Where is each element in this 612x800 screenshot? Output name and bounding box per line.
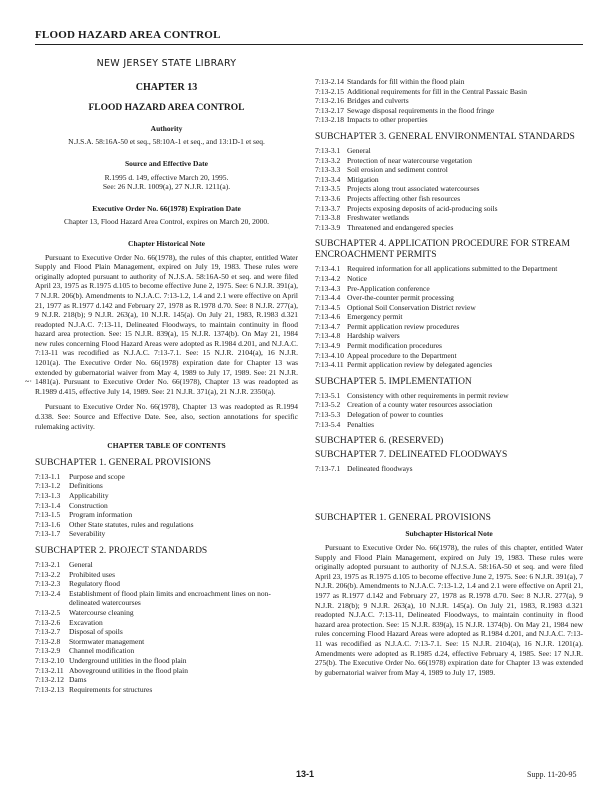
toc-subchapter-title: SUBCHAPTER 5. IMPLEMENTATION [315,376,472,387]
source-line: R.1995 d. 149, effective March 20, 1995. [104,172,229,182]
toc-section-number: 7:13-4.1 [315,264,341,274]
toc-entry [35,666,298,676]
toc-entry [315,175,583,185]
toc-section-number: 7:13-5.1 [315,390,341,400]
chapter-title: FLOOD HAZARD AREA CONTROL [88,103,245,114]
toc-entry [35,570,298,580]
toc-section-number: 7:13-5.2 [315,400,341,410]
toc-entry [315,264,583,274]
toc-section-title: Appeal procedure to the Department [347,350,457,360]
toc-section-number: 7:13-3.2 [315,155,341,165]
toc-section-title: Applicability [69,491,109,500]
toc-section-title: Projects exposing deposits of acid-producing soils [347,203,498,213]
toc-section-number: 7:13-2.6 [35,617,61,627]
toc-section-title: Protection of near watercourse vegetation [347,155,472,165]
toc-section-title: Mitigation [347,174,379,184]
toc-section-number: 7:13-1.1 [35,471,61,481]
toc-section-number: 7:13-4.6 [315,312,341,322]
toc-section-title: Hardship waivers [347,331,400,341]
toc-section-number: 7:13-2.13 [35,684,64,694]
toc-list [315,264,583,370]
toc-section-title: Excavation [69,617,103,627]
toc-heading: CHAPTER TABLE OF CONTENTS [107,441,226,451]
toc-section-number: 7:13-4.9 [315,341,341,351]
toc-section-number: 7:13-4.11 [315,360,344,370]
toc-entry [35,491,298,501]
toc-entry [315,293,583,303]
toc-list [315,146,583,232]
history-heading: Chapter Historical Note [128,238,205,248]
toc-section-title: Prohibited uses [69,569,116,579]
toc-section-number: 7:13-3.6 [315,193,341,203]
toc-section-title: Delineated floodways [347,464,413,474]
toc-list [35,560,298,694]
toc-section-title: Notice [347,273,367,283]
toc-section-title: Construction [69,500,108,510]
chapter-number: CHAPTER 13 [135,81,198,93]
toc-entry [315,351,583,361]
toc-section-title: Consistency with other requirements in permit review [347,390,509,400]
toc-section-title: Permit modification procedures [347,341,442,351]
toc-entry [315,213,583,223]
expiration-text: Chapter 13, Flood Hazard Area Control, expires on March 20, 2000. [64,217,269,227]
toc-section-title: Program information [69,510,133,520]
page-number: 13-1 [296,769,315,779]
authority-text: N.J.S.A. 58:16A-50 et seq., 58:10A-1 et seq., and 13:1D-1 et seq. [68,137,265,147]
toc-section-number: 7:13-1.7 [35,529,61,539]
toc-entry [35,627,298,637]
toc-entry [315,204,583,214]
toc-section-title: Severability [69,529,106,539]
toc-section-number: 7:13-3.3 [315,165,341,175]
toc-section-number: 7:13-1.6 [35,519,61,529]
toc-section-number: 7:13-3.1 [315,145,341,155]
toc-section-title: Channel modification [69,646,135,656]
toc-section-title: Watercourse cleaning [69,607,134,617]
toc-entry [315,391,583,401]
toc-section-number: 7:13-7.1 [315,464,341,474]
toc-entry [35,481,298,491]
toc-list [315,77,583,125]
toc-list [35,472,298,539]
toc-section-number: 7:13-2.9 [35,646,61,656]
toc-entry [315,106,583,116]
toc-section-title: Permit application review by delegated agencies [347,360,493,370]
left-column [35,55,298,694]
toc-section-title: Aboveground utilities in the flood plain [69,665,188,675]
toc-entry [35,472,298,482]
toc-entry [315,146,583,156]
toc-section-number: 7:13-4.5 [315,302,341,312]
toc-section-number: 7:13-4.7 [315,321,341,331]
toc-list [315,464,583,474]
toc-section-number: 7:13-5.3 [315,410,341,420]
toc-subchapter-title: SUBCHAPTER 7. DELINEATED FLOODWAYS [315,450,508,461]
toc-section-title: Creation of a county water resources association [347,400,493,410]
toc-section-title: Definitions [69,481,103,491]
toc-section-title: Establishment of flood plain limits and encroachment lines on non-delineated watercourses [69,588,271,608]
toc-subchapter-title: SUBCHAPTER 2. PROJECT STANDARDS [35,545,208,556]
toc-section-number: 7:13-4.4 [315,293,341,303]
toc-entry [315,341,583,351]
toc-entry [315,184,583,194]
right-column [315,77,583,683]
history-paragraph: Pursuant to Executive Order No. 66(1978), Chapter 13 was readopted as R.1994 d.338. See: Source and Effective Date. See, also, section annotations for specific rulemaking activity. [35,402,298,431]
toc-entry [35,685,298,695]
toc-section-number: 7:13-2.15 [315,86,344,96]
toc-entry [315,464,583,474]
toc-section-number: 7:13-2.16 [315,96,344,106]
toc-section-number: 7:13-2.14 [315,77,344,86]
toc-section-number: 7:13-3.5 [315,184,341,194]
toc-section-number: 7:13-1.3 [35,491,61,500]
toc-entry [35,520,298,530]
toc-entry [315,156,583,166]
toc-entry [35,608,298,618]
toc-list [315,391,583,429]
toc-section-title: Sewage disposal requirements in the flood fringe [347,105,495,115]
toc-section-title: Over-the-counter permit processing [347,293,454,303]
toc-entry [35,618,298,628]
toc-entry [35,510,298,520]
toc-section-title: Pre-Application conference [347,283,430,293]
toc-section-title: Emergency permit [347,312,403,322]
subchapter-note-heading: Subchapter Historical Note [405,529,493,539]
toc-section-title: Standards for fill within the flood plain [347,77,465,86]
toc-section-title: Stormwater management [69,636,145,646]
toc-section-title: Regulatory flood [69,579,121,589]
toc-entry [315,274,583,284]
toc-section-number: 7:13-2.3 [35,579,61,589]
toc-entry [35,675,298,685]
toc-section-title: Additional requirements for fill in the Central Passaic Basin [347,86,527,96]
toc-section-number: 7:13-2.2 [35,569,61,579]
toc-entry [35,637,298,647]
toc-section-number: 7:13-2.4 [35,588,61,598]
toc-entry [315,420,583,430]
source-line: See: 26 N.J.R. 1009(a), 27 N.J.R. 1211(a). [102,182,231,192]
toc-entry [315,194,583,204]
toc-subchapter-title: SUBCHAPTER 4. APPLICATION PROCEDURE FOR STREAM ENCROACHMENT PERMITS [315,239,570,261]
toc-section-number: 7:13-2.18 [315,115,344,125]
toc-entry [315,360,583,370]
toc-section-number: 7:13-1.4 [35,500,61,510]
subchapter-note-text: Pursuant to Executive Order No. 66(1978), the rules of this chapter, entitled Water Supply and Flood Plain Management, expired on July 19, 1983. These rules were originally adopted pursuant to authority of N.J.S.A. 58:16A-50 et seq. and were filed April 23, 1975 as R.1975 d.105 to become effective June 2, 1975. See: 6 N.J.R. 391(a), 7 N.J.R. 206(b). Amendments to N.J.A.C. 7:13-1.2, 1.4 and 2.1 were effective on April 21, 1977 as R.1977 d.142 and February 27, 1978 as R.1978 d.70. See: 8 N.J.R. 277(a), 9 N.J.R. 218(b); 9 N.J.R. 263(a), 10 N.J.R. 145(a). On July 21, 1983, R.1983 d.321 readopted N.J.A.C. 7:13-11, Delineated Floodways, to maintain continuity in flood hazard area protection. See: 15 N.J.R. 839(a), 15 N.J.R. 1374(b). On May 21, 1984 new rules concerning Flood Hazard Areas were adopted as R.1984 d.201, and N.J.A.C. 7:13-11 was recodified as N.J.A.C. 7:13-7.1. See: 15 N.J.R. 2104(a), 16 N.J.R. 1201(a). Amendments were adopted as R.1985 d.24, effective February 4, 1985. See: 17 N.J.R. 275(b). The Executive Order No. 66(1978) expiration date for Chapter 13 was extended by gubernatorial waiver from May 4, 1989 to July 17, 1989. [315,543,583,677]
toc-section-number: 7:13-4.8 [315,331,341,341]
toc-section-title: Permit application review procedures [347,321,460,331]
toc-section-number: 7:13-2.17 [315,105,344,115]
expiration-heading: Executive Order No. 66(1978) Expiration Date [92,203,241,213]
toc-entry [315,165,583,175]
toc-section-title: General [347,145,371,155]
toc-entry [315,77,583,87]
toc-section-title: Other State statutes, rules and regulations [69,519,194,529]
toc-entry [35,560,298,570]
toc-entry [315,96,583,106]
toc-section-title: Requirements for structures [69,684,153,694]
toc-section-title: Optional Soil Conservation District review [347,302,476,312]
toc-section-title: Dams [69,675,87,685]
toc-section-number: 7:13-3.7 [315,203,341,213]
toc-section-number: 7:13-2.5 [35,607,61,617]
toc-section-title: Freshwater wetlands [347,213,409,223]
header-rule [35,44,583,45]
toc-section-number: 7:13-2.7 [35,627,61,637]
toc-section-number: 7:13-2.1 [35,559,61,569]
margin-mark: ~· [25,377,32,386]
toc-section-number: 7:13-1.5 [35,510,61,520]
toc-section-number: 7:13-2.11 [35,665,64,675]
library-stamp: NEW JERSEY STATE LIBRARY [96,58,237,69]
toc-section-number: 7:13-4.2 [315,273,341,283]
toc-section-number: 7:13-3.4 [315,174,341,184]
supplement-date: Supp. 11-20-95 [527,770,577,779]
toc-section-title: Purpose and scope [69,471,125,481]
toc-section-title: Soil erosion and sediment control [347,165,448,175]
toc-entry [315,410,583,420]
toc-subchapter-title: SUBCHAPTER 6. (RESERVED) [315,436,444,447]
toc-section-number: 7:13-4.10 [315,350,344,360]
toc-entry [35,579,298,589]
source-heading: Source and Effective Date [125,158,208,168]
toc-section-title: Impacts to other properties [347,115,428,125]
toc-section-title: Threatened and endangered species [347,222,454,232]
authority-heading: Authority [150,123,183,133]
toc-entry [315,87,583,97]
toc-entry [315,223,583,233]
toc-entry [315,400,583,410]
toc-section-number: 7:13-5.4 [315,419,341,429]
toc-section-number: 7:13-2.12 [35,675,64,685]
running-title: FLOOD HAZARD AREA CONTROL [35,29,221,41]
toc-entry [315,322,583,332]
toc-section-title: Underground utilities in the flood plain [69,655,187,665]
toc-entry [35,529,298,539]
toc-section-number: 7:13-3.9 [315,222,341,232]
toc-entry [315,115,583,125]
history-paragraph: Pursuant to Executive Order No. 66(1978), the rules of this chapter, entitled Water Supply and Flood Plain Management, expired on July 19, 1983. These rules were originally adopted pursuant to authority of N.J.S.A. 58:16A-50 et seq. and were filed April 23, 1975 as R.1975 d.105 to become effective June 2, 1975. See: 6 N.J.R. 391(a), 7 N.J.R. 206(b). Amendments to N.J.A.C. 7:13-1.2, 1.4 and 2.1 were effective on April 21, 1977 as R.1977 d.142 and February 27, 1978 as R.1978 d.70. See: 8 N.J.R. 277(a), 9 N.J.R. 218(b); 9 N.J.R. 263(a), 10 N.J.R. 145(a). On July 21, 1983, R.1983 d.321 readopted N.J.A.C. 7:13-11, Delineated Floodways, to maintain continuity in flood hazard area protection. See: 15 N.J.R. 839(a), 15 N.J.R. 1374(b). On May 21, 1984 new rules concerning Flood Hazard Areas were adopted as R.1984 d.201, and N.J.A.C. 7:13-11 was recodified as N.J.A.C. 7:13-7.1. See: 15 N.J.R. 2104(a), 16 N.J.R. 1201(a). The Executive Order No. 66(1978) expiration date for Chapter 13 was extended by gubernatorial waiver from May 4, 1989 to July 17, 1989. See: 21 N.J.R. 1481(a). Pursuant to Executive Order No. 66(1978), Chapter 13 was readopted as R.1989 d.415, effective July 14, 1989. See: 21 N.J.R. 371(a), 21 N.J.R. 2350(a). [35,252,298,396]
toc-entry [315,303,583,313]
toc-section-number: 7:13-1.2 [35,481,61,491]
toc-entry [315,284,583,294]
toc-section-title: Projects affecting other fish resources [347,193,461,203]
toc-entry [315,331,583,341]
toc-entry [35,656,298,666]
toc-section-number: 7:13-4.3 [315,283,341,293]
toc-section-title: Disposal of spoils [69,627,123,637]
section-title: SUBCHAPTER 1. GENERAL PROVISIONS [315,512,491,523]
toc-subchapter-title: SUBCHAPTER 3. GENERAL ENVIRONMENTAL STANDARDS [315,131,575,142]
toc-section-number: 7:13-2.8 [35,636,61,646]
toc-section-title: General [69,559,93,569]
toc-subchapter-title: SUBCHAPTER 1. GENERAL PROVISIONS [35,457,211,468]
toc-section-title: Bridges and culverts [347,96,409,106]
toc-section-number: 7:13-3.8 [315,213,341,223]
toc-section-number: 7:13-2.10 [35,655,64,665]
toc-section-title: Required information for all applications submitted to the Department [347,264,558,274]
toc-entry [35,501,298,511]
toc-entry [315,312,583,322]
toc-section-title: Projects along trout associated watercourses [347,184,480,194]
toc-entry [35,589,298,608]
toc-section-title: Delegation of power to counties [347,410,444,420]
toc-section-title: Penalties [347,419,375,429]
toc-entry [35,646,298,656]
